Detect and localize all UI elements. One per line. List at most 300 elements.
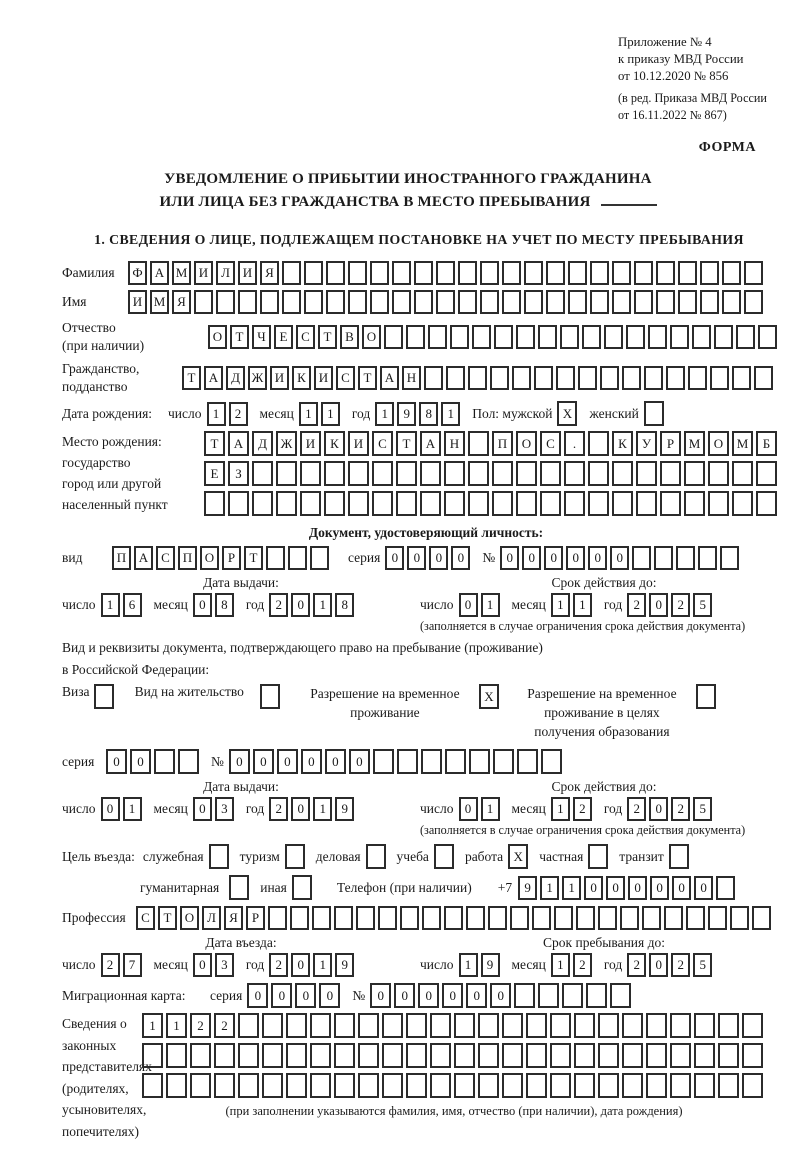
form-cell[interactable]: А	[228, 431, 249, 456]
form-cell[interactable]	[166, 1043, 187, 1068]
form-cell[interactable]	[420, 461, 441, 486]
form-cell[interactable]: 3	[215, 797, 234, 821]
form-cell[interactable]: 1	[166, 1013, 187, 1038]
form-cell[interactable]	[646, 1073, 667, 1098]
form-cell[interactable]	[252, 491, 273, 516]
form-cell[interactable]: О	[362, 325, 381, 349]
form-cell[interactable]: Т	[318, 325, 337, 349]
form-cell[interactable]	[678, 290, 697, 314]
form-cell[interactable]: 9	[397, 402, 416, 426]
form-cell[interactable]: 8	[215, 593, 234, 617]
form-cell[interactable]: 0	[325, 749, 346, 774]
form-cell[interactable]	[450, 325, 469, 349]
form-cell[interactable]	[742, 1013, 763, 1038]
form-cell[interactable]: Т	[358, 366, 377, 390]
form-cell[interactable]	[610, 983, 631, 1008]
form-cell[interactable]: 2	[269, 953, 288, 977]
form-cell[interactable]	[574, 1073, 595, 1098]
form-cell[interactable]	[698, 546, 717, 570]
form-cell[interactable]	[260, 684, 280, 709]
form-cell[interactable]	[612, 261, 631, 285]
form-cell[interactable]	[670, 1043, 691, 1068]
form-cell[interactable]: 0	[628, 876, 647, 900]
form-cell[interactable]: С	[296, 325, 315, 349]
form-cell[interactable]: П	[178, 546, 197, 570]
form-cell[interactable]: И	[348, 431, 369, 456]
form-cell[interactable]	[692, 325, 711, 349]
form-cell[interactable]	[458, 261, 477, 285]
form-cell[interactable]	[166, 1073, 187, 1098]
form-cell[interactable]	[480, 290, 499, 314]
form-cell[interactable]: К	[612, 431, 633, 456]
form-cell[interactable]	[282, 290, 301, 314]
form-cell[interactable]: X	[479, 684, 499, 709]
form-cell[interactable]: 2	[269, 797, 288, 821]
form-cell[interactable]: 5	[693, 797, 712, 821]
form-cell[interactable]	[666, 366, 685, 390]
form-cell[interactable]: 1	[142, 1013, 163, 1038]
form-cell[interactable]: 5	[693, 593, 712, 617]
form-cell[interactable]: 0	[349, 749, 370, 774]
form-cell[interactable]	[478, 1043, 499, 1068]
form-cell[interactable]: Е	[274, 325, 293, 349]
form-cell[interactable]	[656, 261, 675, 285]
form-cell[interactable]: Т	[244, 546, 263, 570]
form-cell[interactable]	[664, 906, 683, 930]
form-cell[interactable]	[540, 491, 561, 516]
form-cell[interactable]: 1	[481, 797, 500, 821]
form-cell[interactable]	[276, 491, 297, 516]
form-cell[interactable]	[742, 1073, 763, 1098]
form-cell[interactable]	[612, 491, 633, 516]
form-cell[interactable]: Л	[202, 906, 221, 930]
form-cell[interactable]: 0	[459, 593, 478, 617]
form-cell[interactable]	[676, 546, 695, 570]
form-cell[interactable]	[754, 366, 773, 390]
form-cell[interactable]	[324, 461, 345, 486]
form-cell[interactable]: 0	[500, 546, 519, 570]
form-cell[interactable]	[526, 1073, 547, 1098]
form-cell[interactable]: 1	[313, 593, 332, 617]
form-cell[interactable]	[326, 290, 345, 314]
form-cell[interactable]	[568, 290, 587, 314]
form-cell[interactable]: 2	[573, 953, 592, 977]
form-cell[interactable]	[492, 491, 513, 516]
form-cell[interactable]	[688, 366, 707, 390]
form-cell[interactable]: Т	[396, 431, 417, 456]
form-cell[interactable]	[550, 1073, 571, 1098]
form-cell[interactable]	[494, 325, 513, 349]
form-cell[interactable]	[444, 461, 465, 486]
form-cell[interactable]	[648, 325, 667, 349]
form-cell[interactable]	[654, 546, 673, 570]
form-cell[interactable]	[454, 1073, 475, 1098]
form-cell[interactable]	[421, 749, 442, 774]
form-cell[interactable]	[262, 1073, 283, 1098]
form-cell[interactable]	[334, 1013, 355, 1038]
form-cell[interactable]	[300, 491, 321, 516]
form-cell[interactable]	[276, 461, 297, 486]
form-cell[interactable]: П	[112, 546, 131, 570]
form-cell[interactable]: Я	[224, 906, 243, 930]
form-cell[interactable]: Ж	[276, 431, 297, 456]
form-cell[interactable]	[454, 1013, 475, 1038]
form-cell[interactable]	[290, 906, 309, 930]
form-cell[interactable]: И	[270, 366, 289, 390]
form-cell[interactable]	[334, 1073, 355, 1098]
form-cell[interactable]	[588, 491, 609, 516]
form-cell[interactable]: К	[324, 431, 345, 456]
form-cell[interactable]	[204, 491, 225, 516]
form-cell[interactable]: Т	[158, 906, 177, 930]
form-cell[interactable]	[378, 906, 397, 930]
form-cell[interactable]	[468, 366, 487, 390]
form-cell[interactable]	[430, 1013, 451, 1038]
form-cell[interactable]: А	[150, 261, 169, 285]
form-cell[interactable]	[524, 261, 543, 285]
form-cell[interactable]	[400, 906, 419, 930]
form-cell[interactable]: Т	[204, 431, 225, 456]
form-cell[interactable]	[590, 290, 609, 314]
form-cell[interactable]: Р	[222, 546, 241, 570]
form-cell[interactable]	[238, 1073, 259, 1098]
form-cell[interactable]	[358, 1013, 379, 1038]
form-cell[interactable]	[382, 1013, 403, 1038]
form-cell[interactable]	[310, 1073, 331, 1098]
form-cell[interactable]: Т	[182, 366, 201, 390]
form-cell[interactable]	[562, 983, 583, 1008]
form-cell[interactable]	[560, 325, 579, 349]
form-cell[interactable]: 2	[573, 797, 592, 821]
form-cell[interactable]	[502, 1043, 523, 1068]
form-cell[interactable]: 1	[551, 593, 570, 617]
form-cell[interactable]	[718, 1043, 739, 1068]
form-cell[interactable]	[310, 1043, 331, 1068]
form-cell[interactable]	[178, 749, 199, 774]
form-cell[interactable]	[420, 491, 441, 516]
form-cell[interactable]: О	[208, 325, 227, 349]
form-cell[interactable]: 1	[551, 797, 570, 821]
form-cell[interactable]	[514, 983, 535, 1008]
form-cell[interactable]	[694, 1013, 715, 1038]
form-cell[interactable]: 0	[277, 749, 298, 774]
form-cell[interactable]	[620, 906, 639, 930]
form-cell[interactable]	[216, 290, 235, 314]
form-cell[interactable]	[396, 461, 417, 486]
form-cell[interactable]: 1	[551, 953, 570, 977]
form-cell[interactable]	[598, 1073, 619, 1098]
form-cell[interactable]: А	[380, 366, 399, 390]
form-cell[interactable]	[718, 1013, 739, 1038]
form-cell[interactable]	[622, 1013, 643, 1038]
form-cell[interactable]: 5	[693, 953, 712, 977]
form-cell[interactable]	[414, 261, 433, 285]
form-cell[interactable]	[744, 261, 763, 285]
form-cell[interactable]	[396, 491, 417, 516]
form-cell[interactable]	[382, 1073, 403, 1098]
form-cell[interactable]	[660, 491, 681, 516]
form-cell[interactable]: 0	[584, 876, 603, 900]
form-cell[interactable]	[730, 906, 749, 930]
form-cell[interactable]: 0	[451, 546, 470, 570]
form-cell[interactable]: 0	[301, 749, 322, 774]
form-cell[interactable]	[708, 461, 729, 486]
form-cell[interactable]: Л	[216, 261, 235, 285]
form-cell[interactable]: В	[340, 325, 359, 349]
form-cell[interactable]	[517, 749, 538, 774]
form-cell[interactable]	[238, 290, 257, 314]
form-cell[interactable]: 0	[672, 876, 691, 900]
form-cell[interactable]	[646, 1013, 667, 1038]
form-cell[interactable]	[588, 461, 609, 486]
form-cell[interactable]: 0	[385, 546, 404, 570]
form-cell[interactable]	[478, 1013, 499, 1038]
form-cell[interactable]: С	[372, 431, 393, 456]
form-cell[interactable]	[422, 906, 441, 930]
form-cell[interactable]	[684, 491, 705, 516]
form-cell[interactable]	[358, 1043, 379, 1068]
form-cell[interactable]	[598, 1043, 619, 1068]
form-cell[interactable]	[304, 290, 323, 314]
form-cell[interactable]	[564, 461, 585, 486]
form-cell[interactable]	[716, 876, 735, 900]
form-cell[interactable]	[598, 906, 617, 930]
form-cell[interactable]	[372, 461, 393, 486]
form-cell[interactable]	[516, 461, 537, 486]
form-cell[interactable]: 0	[247, 983, 268, 1008]
form-cell[interactable]: 0	[418, 983, 439, 1008]
form-cell[interactable]	[194, 290, 213, 314]
form-cell[interactable]: И	[128, 290, 147, 314]
form-cell[interactable]	[288, 546, 307, 570]
form-cell[interactable]	[756, 491, 777, 516]
form-cell[interactable]	[285, 844, 305, 869]
form-cell[interactable]	[732, 491, 753, 516]
form-cell[interactable]	[286, 1013, 307, 1038]
form-cell[interactable]: 0	[229, 749, 250, 774]
form-cell[interactable]: К	[292, 366, 311, 390]
form-cell[interactable]	[252, 461, 273, 486]
form-cell[interactable]: П	[492, 431, 513, 456]
form-cell[interactable]	[684, 461, 705, 486]
form-cell[interactable]	[538, 325, 557, 349]
form-cell[interactable]: 9	[335, 953, 354, 977]
form-cell[interactable]	[524, 290, 543, 314]
form-cell[interactable]: Я	[260, 261, 279, 285]
form-cell[interactable]	[588, 431, 609, 456]
form-cell[interactable]	[490, 366, 509, 390]
form-cell[interactable]	[488, 906, 507, 930]
form-cell[interactable]	[262, 1043, 283, 1068]
form-cell[interactable]: О	[180, 906, 199, 930]
form-cell[interactable]	[348, 261, 367, 285]
form-cell[interactable]	[142, 1043, 163, 1068]
form-cell[interactable]: 1	[123, 797, 142, 821]
form-cell[interactable]: Ч	[252, 325, 271, 349]
form-cell[interactable]	[190, 1043, 211, 1068]
form-cell[interactable]	[434, 844, 454, 869]
form-cell[interactable]: 1	[321, 402, 340, 426]
form-cell[interactable]	[348, 290, 367, 314]
form-cell[interactable]	[710, 366, 729, 390]
form-cell[interactable]: 0	[466, 983, 487, 1008]
form-cell[interactable]: 2	[671, 593, 690, 617]
form-cell[interactable]: 1	[562, 876, 581, 900]
form-cell[interactable]	[493, 749, 514, 774]
form-cell[interactable]	[736, 325, 755, 349]
form-cell[interactable]	[492, 461, 513, 486]
form-cell[interactable]	[445, 749, 466, 774]
form-cell[interactable]: 8	[419, 402, 438, 426]
form-cell[interactable]: 1	[573, 593, 592, 617]
form-cell[interactable]	[286, 1073, 307, 1098]
form-cell[interactable]	[694, 1043, 715, 1068]
form-cell[interactable]	[634, 261, 653, 285]
form-cell[interactable]: 0	[588, 546, 607, 570]
form-cell[interactable]: М	[732, 431, 753, 456]
form-cell[interactable]	[430, 1073, 451, 1098]
form-cell[interactable]	[356, 906, 375, 930]
form-cell[interactable]	[348, 491, 369, 516]
form-cell[interactable]: 2	[627, 953, 646, 977]
form-cell[interactable]	[708, 906, 727, 930]
form-cell[interactable]	[502, 1013, 523, 1038]
form-cell[interactable]: 0	[253, 749, 274, 774]
form-cell[interactable]	[756, 461, 777, 486]
form-cell[interactable]	[260, 290, 279, 314]
form-cell[interactable]	[370, 290, 389, 314]
form-cell[interactable]	[310, 1013, 331, 1038]
form-cell[interactable]	[646, 1043, 667, 1068]
form-cell[interactable]	[458, 290, 477, 314]
form-cell[interactable]	[468, 491, 489, 516]
form-cell[interactable]	[669, 844, 689, 869]
form-cell[interactable]	[678, 261, 697, 285]
form-cell[interactable]	[406, 1013, 427, 1038]
form-cell[interactable]: О	[516, 431, 537, 456]
form-cell[interactable]	[582, 325, 601, 349]
form-cell[interactable]: 0	[649, 593, 668, 617]
form-cell[interactable]	[732, 461, 753, 486]
form-cell[interactable]: 0	[193, 797, 212, 821]
form-cell[interactable]: С	[540, 431, 561, 456]
form-cell[interactable]: С	[156, 546, 175, 570]
form-cell[interactable]: 0	[394, 983, 415, 1008]
form-cell[interactable]: А	[134, 546, 153, 570]
form-cell[interactable]: 1	[313, 797, 332, 821]
form-cell[interactable]: 0	[522, 546, 541, 570]
form-cell[interactable]	[526, 1013, 547, 1038]
form-cell[interactable]: 2	[627, 797, 646, 821]
form-cell[interactable]	[300, 461, 321, 486]
form-cell[interactable]: 1	[207, 402, 226, 426]
form-cell[interactable]	[538, 983, 559, 1008]
form-cell[interactable]: 2	[101, 953, 120, 977]
form-cell[interactable]	[436, 261, 455, 285]
form-cell[interactable]: М	[150, 290, 169, 314]
form-cell[interactable]	[266, 546, 285, 570]
form-cell[interactable]	[428, 325, 447, 349]
form-cell[interactable]	[466, 906, 485, 930]
form-cell[interactable]	[392, 261, 411, 285]
form-cell[interactable]: З	[228, 461, 249, 486]
form-cell[interactable]	[430, 1043, 451, 1068]
form-cell[interactable]: Р	[660, 431, 681, 456]
form-cell[interactable]	[286, 1043, 307, 1068]
form-cell[interactable]	[326, 261, 345, 285]
form-cell[interactable]: С	[136, 906, 155, 930]
form-cell[interactable]: 1	[481, 593, 500, 617]
form-cell[interactable]	[382, 1043, 403, 1068]
form-cell[interactable]: 8	[335, 593, 354, 617]
form-cell[interactable]: 0	[650, 876, 669, 900]
form-cell[interactable]	[384, 325, 403, 349]
form-cell[interactable]	[268, 906, 287, 930]
form-cell[interactable]: .	[564, 431, 585, 456]
form-cell[interactable]: О	[200, 546, 219, 570]
form-cell[interactable]	[636, 461, 657, 486]
form-cell[interactable]: Ф	[128, 261, 147, 285]
form-cell[interactable]	[392, 290, 411, 314]
form-cell[interactable]	[534, 366, 553, 390]
form-cell[interactable]	[310, 546, 329, 570]
form-cell[interactable]: 0	[459, 797, 478, 821]
form-cell[interactable]	[660, 461, 681, 486]
form-cell[interactable]: М	[684, 431, 705, 456]
form-cell[interactable]	[718, 1073, 739, 1098]
form-cell[interactable]	[469, 749, 490, 774]
form-cell[interactable]	[406, 325, 425, 349]
form-cell[interactable]: 2	[671, 797, 690, 821]
form-cell[interactable]	[406, 1043, 427, 1068]
form-cell[interactable]	[372, 491, 393, 516]
form-cell[interactable]: М	[172, 261, 191, 285]
form-cell[interactable]: 0	[291, 593, 310, 617]
form-cell[interactable]	[742, 1043, 763, 1068]
form-cell[interactable]	[454, 1043, 475, 1068]
form-cell[interactable]: 2	[190, 1013, 211, 1038]
form-cell[interactable]: И	[238, 261, 257, 285]
form-cell[interactable]	[209, 844, 229, 869]
form-cell[interactable]	[642, 906, 661, 930]
form-cell[interactable]	[238, 1043, 259, 1068]
form-cell[interactable]	[532, 906, 551, 930]
form-cell[interactable]	[229, 875, 249, 900]
form-cell[interactable]	[550, 1043, 571, 1068]
form-cell[interactable]	[550, 1013, 571, 1038]
form-cell[interactable]: Р	[246, 906, 265, 930]
form-cell[interactable]	[564, 491, 585, 516]
form-cell[interactable]: Б	[756, 431, 777, 456]
form-cell[interactable]	[744, 290, 763, 314]
form-cell[interactable]	[262, 1013, 283, 1038]
form-cell[interactable]: Е	[204, 461, 225, 486]
form-cell[interactable]	[622, 1043, 643, 1068]
form-cell[interactable]: 9	[481, 953, 500, 977]
form-cell[interactable]	[348, 461, 369, 486]
form-cell[interactable]: 0	[566, 546, 585, 570]
form-cell[interactable]: 9	[335, 797, 354, 821]
form-cell[interactable]: Д	[252, 431, 273, 456]
form-cell[interactable]: 3	[215, 953, 234, 977]
form-cell[interactable]: 0	[295, 983, 316, 1008]
form-cell[interactable]	[238, 1013, 259, 1038]
form-cell[interactable]	[556, 366, 575, 390]
form-cell[interactable]	[516, 491, 537, 516]
form-cell[interactable]: 0	[407, 546, 426, 570]
form-cell[interactable]: 0	[649, 953, 668, 977]
form-cell[interactable]: 1	[101, 593, 120, 617]
